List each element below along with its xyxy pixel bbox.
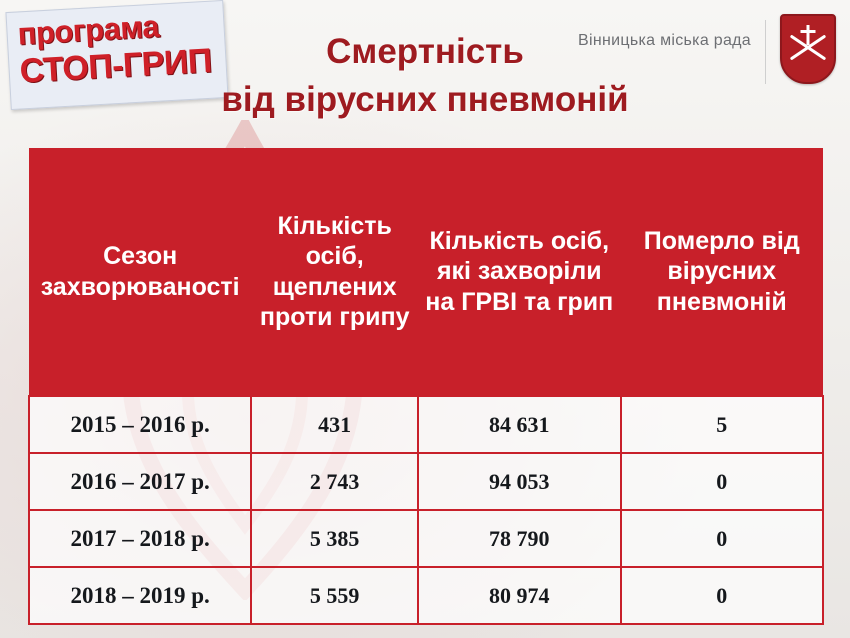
table-header-row: [29, 148, 823, 396]
page-title-line2: від вірусних пневмоній: [221, 80, 629, 120]
program-logo-line2: СТОП-ГРИП: [18, 41, 213, 91]
column-header-vaccinated: Кількість осіб, щеплених проти грипу: [251, 148, 418, 396]
table-row: [29, 453, 823, 510]
page-title-line1: Смертність: [326, 32, 524, 71]
cell-ill: 84 631: [418, 396, 620, 453]
cell-vaccinated: 431: [251, 396, 418, 453]
column-header-died: Померло від вірусних пневмоній: [621, 148, 823, 396]
cell-vaccinated: 5 559: [251, 567, 418, 624]
table-row: [29, 510, 823, 567]
cell-season: 2015 – 2016 р.: [29, 396, 251, 453]
cell-died: 0: [621, 510, 823, 567]
cell-season: 2017 – 2018 р.: [29, 510, 251, 567]
cell-season: 2016 – 2017 р.: [29, 453, 251, 510]
page-title: [0, 28, 850, 125]
program-logo-line1: програма: [16, 8, 160, 52]
cell-died: 5: [621, 396, 823, 453]
mortality-table: [28, 148, 824, 625]
column-header-season: Сезон захворюваності: [29, 148, 251, 396]
cell-ill: 80 974: [418, 567, 620, 624]
table-row: [29, 396, 823, 453]
cell-ill: 78 790: [418, 510, 620, 567]
mortality-table-container: [28, 148, 824, 625]
cell-season: 2018 – 2019 р.: [29, 567, 251, 624]
table-row: [29, 567, 823, 624]
city-council-name: Вінницька міська рада: [578, 32, 751, 49]
cell-vaccinated: 5 385: [251, 510, 418, 567]
cell-died: 0: [621, 453, 823, 510]
cell-died: 0: [621, 567, 823, 624]
cell-ill: 94 053: [418, 453, 620, 510]
cell-vaccinated: 2 743: [251, 453, 418, 510]
column-header-ill: Кількість осіб, які захворіли на ГРВІ та грип: [418, 148, 620, 396]
